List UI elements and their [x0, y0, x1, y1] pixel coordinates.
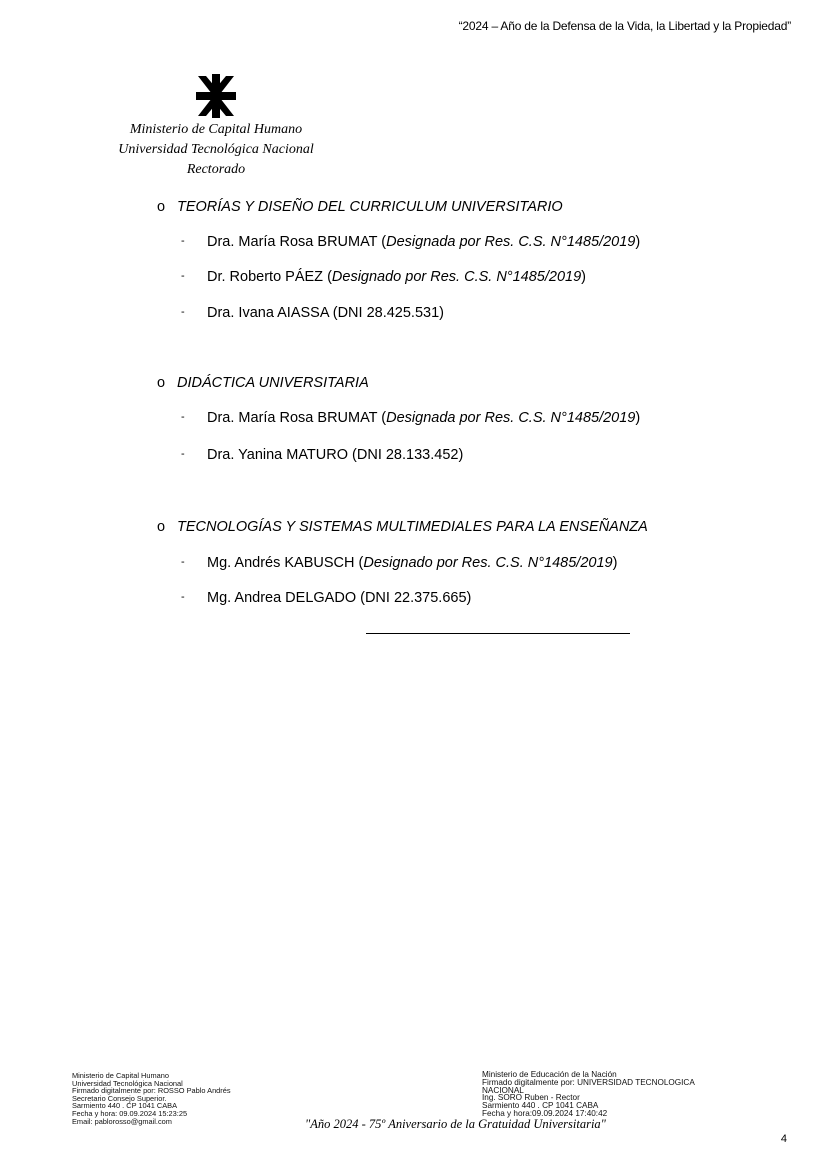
dash-bullet: -: [181, 591, 185, 603]
signature-line: Ministerio de Educación de la Nación: [482, 1070, 617, 1079]
list-bullet: o: [157, 375, 166, 391]
dash-bullet: -: [181, 306, 185, 318]
list-bullet: o: [157, 199, 166, 215]
member-name: Mg. Andrea DELGADO (DNI 22.375.665): [207, 590, 472, 606]
section-title-curriculum: [157, 199, 563, 215]
member-designation: Designada por Res. C.S. N°1485/2019: [386, 234, 636, 250]
dash-bullet: -: [181, 448, 185, 460]
section-title-text: TEORÍAS Y DISEÑO DEL CURRICULUM UNIVERSITARIO: [177, 199, 563, 215]
page-number: 4: [780, 1133, 787, 1145]
member-item: [181, 555, 617, 571]
institution-heading: [98, 120, 334, 180]
signature-line: Universidad Tecnológica Nacional: [72, 1078, 183, 1088]
signature-line: Firmado digitalmente por: UNIVERSIDAD TECNOLOGICA: [482, 1077, 695, 1087]
member-designation: Designado por Res. C.S. N°1485/2019: [331, 269, 582, 285]
member-name: Dra. María Rosa BRUMAT: [207, 410, 378, 426]
dash-bullet: -: [181, 411, 185, 423]
signature-block-right: [482, 1071, 695, 1118]
signature-line: Fecha y hora:09.09.2024 17:40:42: [482, 1108, 608, 1118]
paren-close: ): [635, 234, 641, 250]
member-item: [181, 447, 463, 463]
paren-close: ): [612, 555, 618, 571]
paren-open: (: [323, 269, 332, 285]
closing-rule: [366, 633, 630, 634]
signature-block-left: [72, 1072, 231, 1125]
signature-line: Sarmiento 440 . CP 1041 CABA: [72, 1101, 178, 1111]
member-name: Dr. Roberto PÁEZ: [207, 269, 324, 285]
signature-line: Fecha y hora: 09.09.2024 15:23:25: [72, 1108, 188, 1118]
member-item: [181, 234, 640, 250]
signature-line: Secretario Consejo Superior.: [72, 1093, 167, 1103]
member-item: [181, 410, 640, 426]
member-name: Dra. Yanina MATURO (DNI 28.133.452): [207, 447, 464, 463]
member-item: [181, 590, 471, 606]
section-title-tecnologias: [157, 519, 648, 535]
utn-logo-icon: [196, 74, 236, 118]
member-designation: Designado por Res. C.S. N°1485/2019: [363, 555, 613, 571]
dash-bullet: -: [181, 235, 185, 247]
member-name: Dra. María Rosa BRUMAT: [207, 234, 378, 250]
dash-bullet: -: [181, 270, 185, 282]
institution-office: Rectorado: [186, 162, 246, 177]
signature-line: Sarmiento 440 . CP 1041 CABA: [482, 1101, 599, 1111]
paren-open: (: [377, 234, 387, 250]
institution-ministry: Ministerio de Capital Humano: [129, 122, 303, 137]
signature-line: Firmado digitalmente por: ROSSO Pablo Andrés: [72, 1086, 231, 1096]
paren-close: ): [581, 269, 586, 285]
signature-line: Email: pablorosso@gmail.com: [72, 1116, 172, 1126]
section-title-text: DIDÁCTICA UNIVERSITARIA: [177, 375, 369, 391]
signature-line: Ministerio de Capital Humano: [72, 1071, 169, 1080]
dash-bullet: -: [181, 556, 185, 568]
member-name: Mg. Andrés KABUSCH: [207, 555, 355, 571]
list-bullet: o: [157, 519, 166, 535]
signature-line: NACIONAL: [482, 1085, 524, 1095]
header-motto: “2024 – Año de la Defensa de la Vida, la Libertad y la Propiedad”: [458, 19, 791, 33]
paren-open: (: [377, 410, 387, 426]
paren-open: (: [354, 555, 364, 571]
paren-close: ): [635, 410, 641, 426]
member-item: [181, 305, 444, 321]
member-item: [181, 269, 586, 285]
signature-line: Ing. SORO Ruben - Rector: [482, 1093, 580, 1103]
member-designation: Designada por Res. C.S. N°1485/2019: [386, 410, 636, 426]
member-name: Dra. Ivana AIASSA (DNI 28.425.531): [207, 305, 444, 321]
footer-motto: "Año 2024 - 75º Aniversario de la Gratuidad Universitaria": [305, 1117, 606, 1131]
section-title-didactica: [157, 375, 369, 391]
institution-university: Universidad Tecnológica Nacional: [118, 142, 314, 157]
section-title-text: TECNOLOGÍAS Y SISTEMAS MULTIMEDIALES PARA LA ENSEÑANZA: [177, 519, 648, 535]
